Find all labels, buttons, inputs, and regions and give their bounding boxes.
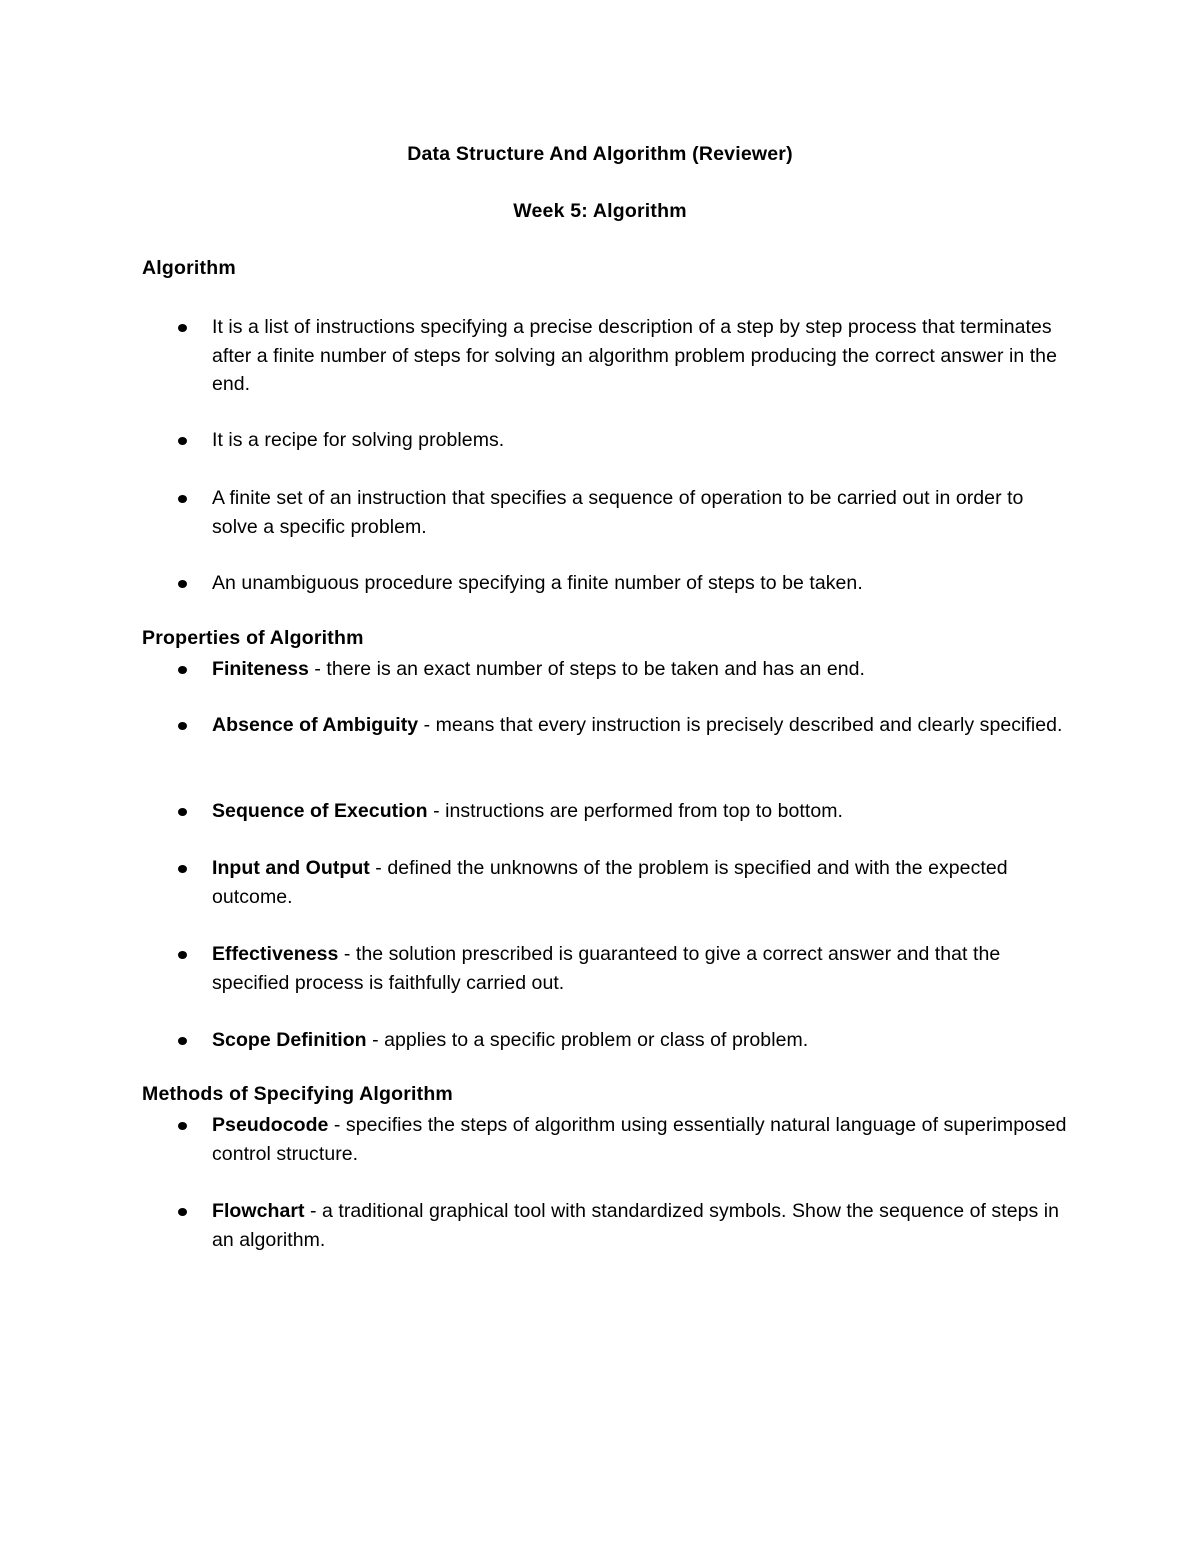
bullet-icon: [178, 666, 187, 674]
term-description: - defined the unknowns of the problem is specified and with the expected outcome.: [212, 857, 1008, 908]
term-description: - there is an exact number of steps to be taken and has an end.: [308, 658, 865, 680]
list-item-text: [212, 655, 1072, 684]
list-item-text: [212, 1111, 1072, 1168]
term-label: Scope Definition: [212, 1029, 367, 1051]
bullet-icon: [178, 1122, 187, 1130]
bullet-icon: [178, 1208, 187, 1216]
list-item-text: [212, 797, 1072, 826]
list-item-text: [212, 1197, 1072, 1254]
section-heading-methods: Methods of Specifying Algorithm: [142, 1083, 453, 1105]
list-item-text: It is a recipe for solving problems.: [212, 429, 505, 451]
list-item-text: [212, 940, 1072, 997]
bullet-icon: [178, 951, 187, 959]
list-item-text: [212, 854, 1072, 911]
section-heading-algorithm: Algorithm: [142, 257, 236, 279]
bullet-icon: [178, 1037, 187, 1045]
term-description: - instructions are performed from top to bottom.: [427, 800, 843, 822]
list-item-text: It is a list of instructions specifying a precise description of a step by step process that terminates after a finite number of steps for solving an algorithm problem producing the correct answer in the end.: [212, 316, 1057, 395]
bullet-icon: [178, 808, 187, 816]
document-subtitle: Week 5: Algorithm: [513, 200, 687, 222]
term-label: Sequence of Execution: [212, 800, 428, 822]
term-description: - applies to a specific problem or class of problem.: [366, 1029, 809, 1051]
list-item-text: An unambiguous procedure specifying a finite number of steps to be taken.: [212, 572, 863, 594]
term-label: Input and Output: [212, 857, 370, 879]
list-item-text: A finite set of an instruction that specifies a sequence of operation to be carried out in order to solve a specific problem.: [212, 487, 1024, 538]
bullet-icon: [178, 580, 187, 588]
term-description: - specifies the steps of algorithm using essentially natural language of superimposed control structure.: [212, 1114, 1067, 1165]
term-label: Absence of Ambiguity: [212, 714, 419, 736]
bullet-icon: [178, 865, 187, 873]
list-item-text: [212, 711, 1072, 740]
term-label: Effectiveness: [212, 943, 339, 965]
bullet-icon: [178, 495, 187, 503]
document-title: Data Structure And Algorithm (Reviewer): [407, 143, 793, 165]
section-heading-properties: Properties of Algorithm: [142, 627, 364, 649]
term-description: - the solution prescribed is guaranteed to give a correct answer and that the specified process is faithfully carried out.: [212, 943, 1001, 994]
bullet-icon: [178, 722, 187, 730]
term-label: Pseudocode: [212, 1114, 329, 1136]
term-description: - a traditional graphical tool with standardized symbols. Show the sequence of steps in an algorithm.: [212, 1200, 1060, 1251]
bullet-icon: [178, 324, 187, 332]
term-label: Finiteness: [212, 658, 309, 680]
term-description: - means that every instruction is precisely described and clearly specified.: [418, 714, 1063, 736]
list-item-text: [212, 1026, 1072, 1055]
bullet-icon: [178, 437, 187, 445]
term-label: Flowchart: [212, 1200, 305, 1222]
